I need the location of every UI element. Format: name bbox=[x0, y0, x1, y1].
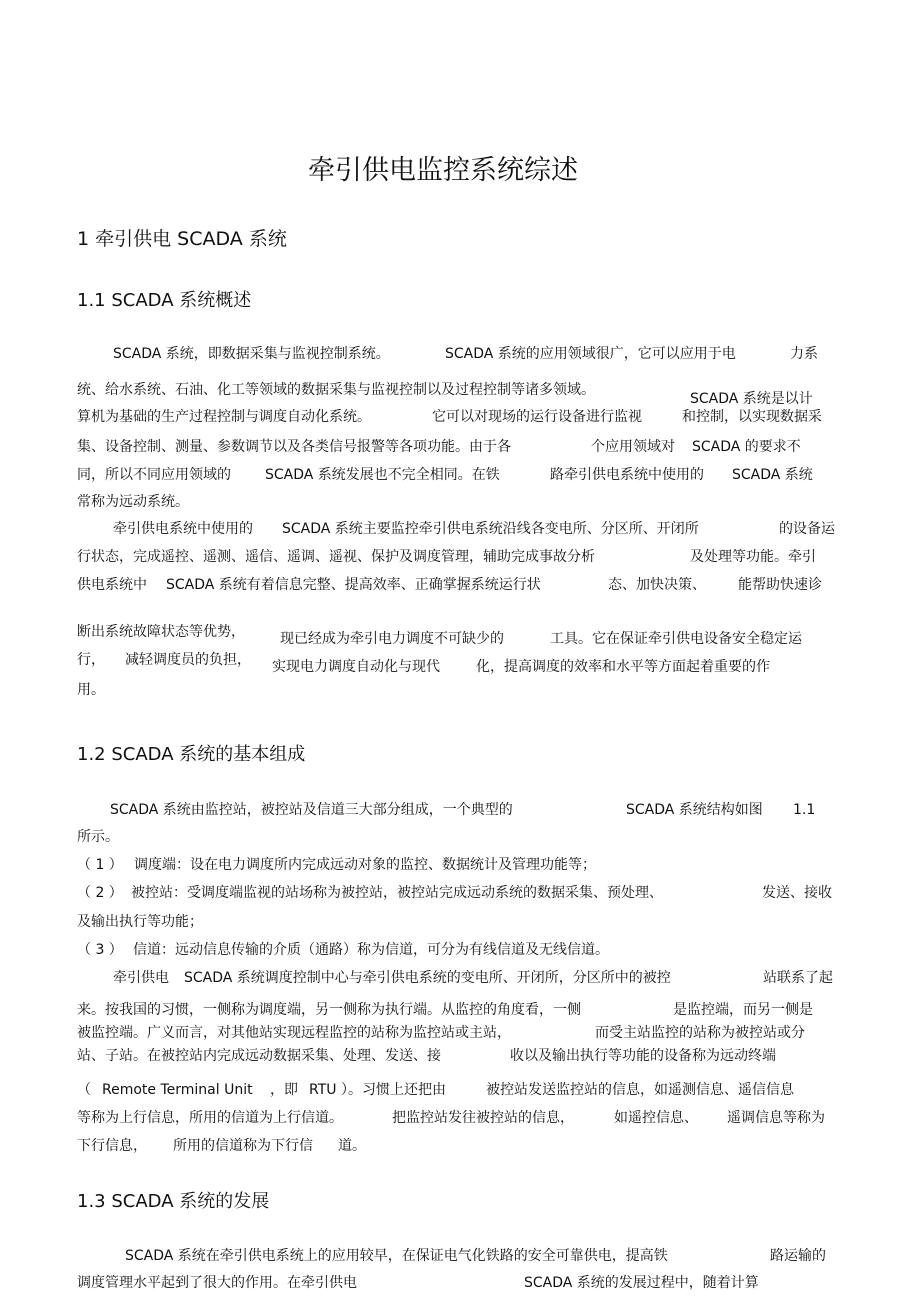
text-segment: 下行信息， bbox=[77, 1138, 147, 1154]
text-segment: 调度端：设在电力调度所内完成远动对象的监控、数据统计及管理功能等； bbox=[134, 857, 596, 873]
text-segment: SCADA 系统调度控制中心与牵引供电系统的变电所、开闭所，分区所中的被控 bbox=[184, 970, 671, 986]
text-segment: ，即 bbox=[270, 1082, 298, 1098]
text-segment: SCADA 系统 bbox=[732, 467, 813, 483]
text-segment: SCADA 系统在牵引供电系统上的应用较早，在保证电气化铁路的安全可靠供电，提高铁 bbox=[125, 1248, 668, 1264]
text-segment: 被监控端。广义而言，对其他站实现远程监控的站称为监控站或主站， bbox=[77, 1025, 511, 1041]
text-segment: 1.1 bbox=[793, 802, 816, 818]
text-segment: 能帮助快速诊 bbox=[738, 577, 822, 593]
text-segment: 和控制，以实现数据采 bbox=[682, 409, 822, 425]
text-segment: 牵引供电系统中使用的 bbox=[113, 521, 253, 537]
text-segment: 道。 bbox=[338, 1138, 366, 1154]
heading-1-2: 1.2 SCADA 系统的基本组成 bbox=[77, 744, 306, 765]
text-segment: 是监控端，而另一侧是 bbox=[673, 1002, 813, 1018]
text-segment: SCADA 系统有着信息完整、提高效率、正确掌握系统运行状 bbox=[166, 577, 541, 593]
text-segment: 工具。它在保证牵引供电设备安全稳定运 bbox=[550, 631, 802, 647]
text-segment: 及处理等功能。牵引 bbox=[690, 549, 816, 565]
text-segment: 被控站：受调度端监视的站场称为被控站，被控站完成远动系统的数据采集、预处理、 bbox=[131, 885, 663, 901]
text-segment: 态、加快决策、 bbox=[608, 577, 706, 593]
text-segment: 信道：远动信息传输的介质（通路）称为信道，可分为有线信道及无线信道。 bbox=[133, 942, 609, 958]
text-segment: 集、设备控制、测量、参数调节以及各类信号报警等各项功能。由于各 bbox=[77, 439, 511, 455]
text-segment: （ 2 ） bbox=[77, 885, 123, 901]
text-segment: 把监控站发往被控站的信息， bbox=[392, 1110, 574, 1126]
text-segment: 所用的信道称为下行信 bbox=[173, 1138, 313, 1154]
text-segment: SCADA 系统由监控站，被控站及信道三大部分组成，一个典型的 bbox=[110, 802, 513, 818]
text-segment: 同，所以不同应用领域的 bbox=[77, 467, 231, 483]
text-segment: SCADA 系统，即数据采集与监视控制系统。 bbox=[113, 346, 390, 362]
text-segment: 被控站发送监控站的信息，如遥测信息、遥信信息 bbox=[486, 1082, 794, 1098]
text-segment: 常称为远动系统。 bbox=[77, 494, 189, 510]
text-segment: 来。按我国的习惯，一侧称为调度端，另一侧称为执行端。从监控的角度看，一侧 bbox=[77, 1002, 581, 1018]
text-segment: 化，提高调度的效率和水平等方面起着重要的作 bbox=[476, 659, 770, 675]
text-segment: 站联系了起 bbox=[763, 970, 833, 986]
text-segment: （ 1 ） bbox=[77, 857, 123, 873]
text-segment: 算机为基础的生产过程控制与调度自动化系统。 bbox=[77, 409, 371, 425]
text-segment: 个应用领域对 bbox=[591, 439, 675, 455]
text-segment: 实现电力调度自动化与现代 bbox=[272, 659, 440, 675]
text-segment: SCADA 系统发展也不完全相同。在铁 bbox=[265, 467, 500, 483]
text-segment: 力系 bbox=[790, 346, 818, 362]
text-segment: 收以及输出执行等功能的设备称为远动终端 bbox=[510, 1048, 776, 1064]
text-segment: SCADA 系统的发展过程中，随着计算 bbox=[524, 1275, 759, 1291]
text-segment: 供电系统中 bbox=[77, 577, 147, 593]
text-segment: 所示。 bbox=[77, 829, 119, 845]
text-segment: RTU ）。习惯上还把由 bbox=[309, 1082, 446, 1098]
text-segment: SCADA 系统结构如图 bbox=[626, 802, 763, 818]
text-segment: 路运输的 bbox=[770, 1248, 826, 1264]
text-segment: （ 3 ） bbox=[77, 942, 123, 958]
text-segment: 现已经成为牵引电力调度不可缺少的 bbox=[280, 631, 504, 647]
text-segment: SCADA 系统的应用领域很广，它可以应用于电 bbox=[445, 346, 736, 362]
text-segment: 统、给水系统、石油、化工等领域的数据采集与监视控制以及过程控制等诸多领域。 bbox=[77, 382, 595, 398]
text-segment: 用。 bbox=[77, 682, 105, 698]
text-segment: 等称为上行信息，所用的信道为上行信道。 bbox=[77, 1110, 343, 1126]
text-segment: SCADA 系统是以计 bbox=[690, 391, 813, 407]
text-segment: 如遥控信息、 bbox=[614, 1110, 698, 1126]
text-segment: 而受主站监控的站称为被控站或分 bbox=[595, 1025, 805, 1041]
text-segment: 调度管理水平起到了很大的作用。在牵引供电 bbox=[77, 1275, 357, 1291]
text-segment: SCADA 的要求不 bbox=[692, 439, 801, 455]
text-segment: 路牵引供电系统中使用的 bbox=[550, 467, 704, 483]
text-segment: 行， bbox=[77, 652, 105, 668]
text-segment: （ bbox=[77, 1082, 91, 1098]
heading-1: 1 牵引供电 SCADA 系统 bbox=[77, 228, 287, 250]
text-segment: 站、子站。在被控站内完成远动数据采集、处理、发送、接 bbox=[77, 1048, 441, 1064]
text-segment: 它可以对现场的运行设备进行监视 bbox=[432, 409, 642, 425]
heading-1-3: 1.3 SCADA 系统的发展 bbox=[77, 1191, 270, 1212]
text-segment: SCADA 系统主要监控牵引供电系统沿线各变电所、分区所、开闭所 bbox=[282, 521, 699, 537]
text-segment: 行状态，完成遥控、遥测、遥信、遥调、遥视、保护及调度管理，辅助完成事故分析 bbox=[77, 549, 595, 565]
text-segment: Remote Terminal Unit bbox=[102, 1082, 253, 1098]
text-segment: 减轻调度员的负担， bbox=[125, 652, 251, 668]
text-segment: 遥调信息等称为 bbox=[727, 1110, 825, 1126]
text-segment: 的设备运 bbox=[779, 521, 835, 537]
text-segment: 牵引供电 bbox=[113, 970, 169, 986]
text-segment: 及输出执行等功能； bbox=[77, 914, 203, 930]
document-title: 牵引供电监控系统综述 bbox=[308, 155, 578, 186]
text-segment: 发送、接收 bbox=[762, 885, 832, 901]
text-segment: 断出系统故障状态等优势， bbox=[77, 624, 245, 640]
heading-1-1: 1.1 SCADA 系统概述 bbox=[77, 290, 252, 311]
